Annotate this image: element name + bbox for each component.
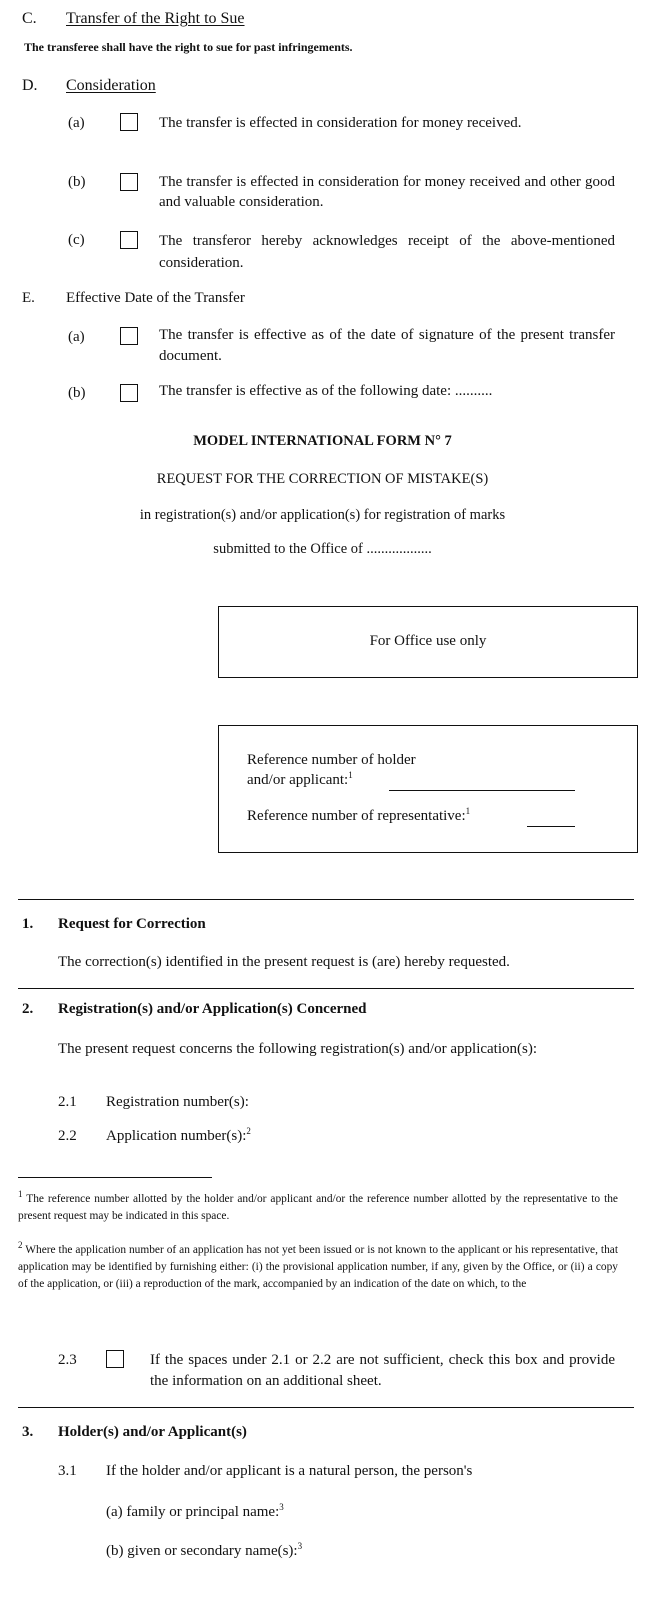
item3-1-b-text: (b) given or secondary name(s): bbox=[106, 1543, 298, 1559]
reference-holder-input[interactable] bbox=[389, 778, 575, 791]
reference-rep-footnote-mark: 1 bbox=[465, 806, 471, 816]
item2-3-number: 2.3 bbox=[58, 1352, 77, 1368]
option-d-a-text: The transfer is effected in consideration for money received. bbox=[159, 115, 522, 131]
option-e-b-label: (b) bbox=[68, 385, 86, 401]
footnote-1 bbox=[18, 1191, 618, 1225]
item2-1-text: Registration number(s): bbox=[106, 1094, 249, 1110]
office-use-box bbox=[218, 606, 638, 678]
reference-holder-label-2: and/or applicant: bbox=[247, 772, 349, 788]
option-d-b-label: (b) bbox=[68, 174, 86, 190]
section-d-letter: D. bbox=[22, 77, 38, 94]
footnote-separator bbox=[18, 1177, 212, 1178]
option-d-b-text: The transfer is effected in consideration for money received and other good and valuable consideration. bbox=[159, 174, 615, 210]
footnote-2-mark: 2 bbox=[18, 1240, 23, 1251]
item2-2-text: Application number(s): bbox=[106, 1128, 247, 1144]
option-d-c-label: (c) bbox=[68, 232, 85, 248]
divider bbox=[18, 988, 634, 989]
divider bbox=[18, 1407, 634, 1408]
form-subtitle: REQUEST FOR THE CORRECTION OF MISTAKE(S) bbox=[156, 471, 489, 487]
reference-rep-input[interactable] bbox=[527, 814, 575, 827]
reference-holder-footnote-mark: 1 bbox=[348, 770, 353, 780]
option-d-a-checkbox[interactable] bbox=[120, 113, 138, 131]
form-subtitle-line4: submitted to the Office of .................. bbox=[213, 541, 432, 557]
item3-1-number: 3.1 bbox=[58, 1463, 77, 1479]
item2-3-text: If the spaces under 2.1 or 2.2 are not sufficient, check this box and provide the information on an additional sheet. bbox=[150, 1352, 615, 1389]
option-d-a-label: (a) bbox=[68, 115, 85, 131]
item3-1-a-text: (a) family or principal name: bbox=[106, 1504, 280, 1520]
option-e-a-label: (a) bbox=[68, 329, 85, 345]
item3-1-text: If the holder and/or applicant is a natural person, the person's bbox=[106, 1463, 473, 1479]
footnote-2-text: Where the application number of an application has not yet been issued or is not known to the applicant or his representative, that application may be identified by furnishing either: (i) the provisional application number, if any, given by the Office, or (ii) a copy of the application, or (iii) a reproduction of the mark, accompanied by an indication of the date on which, to the bbox=[18, 1244, 618, 1290]
reference-rep-label: Reference number of representative: bbox=[247, 808, 466, 824]
footnote-1-text: The reference number allotted by the holder and/or applicant and/or the reference number allotted by the representative to the present request may be indicated in this space. bbox=[18, 1193, 618, 1222]
option-d-c-text: The transferor hereby acknowledges receipt of the above-mentioned consideration. bbox=[159, 233, 615, 271]
section-c-title: Transfer of the Right to Sue bbox=[66, 10, 245, 27]
form-title: MODEL INTERNATIONAL FORM N° 7 bbox=[193, 433, 452, 449]
footnote-1-mark: 1 bbox=[18, 1189, 23, 1200]
item3-1-b-footnote-mark: 3 bbox=[297, 1541, 303, 1551]
office-use-text: For Office use only bbox=[369, 633, 487, 649]
section-d-title: Consideration bbox=[66, 77, 156, 94]
reference-box bbox=[218, 725, 638, 853]
option-e-a-checkbox[interactable] bbox=[120, 327, 138, 345]
divider bbox=[18, 899, 634, 900]
item2-2-number: 2.2 bbox=[58, 1128, 77, 1144]
item1-number: 1. bbox=[22, 916, 34, 932]
section-e-title: Effective Date of the Transfer bbox=[66, 290, 245, 306]
item2-2-footnote-mark: 2 bbox=[246, 1126, 251, 1136]
item1-title: Request for Correction bbox=[58, 916, 206, 932]
option-e-a-text: The transfer is effective as of the date of signature of the present transfer document. bbox=[159, 327, 615, 364]
item3-1-a-footnote-mark: 3 bbox=[279, 1502, 284, 1512]
item2-3-checkbox[interactable] bbox=[106, 1350, 124, 1368]
item3-number: 3. bbox=[22, 1424, 34, 1440]
section-c-text: The transferee shall have the right to sue for past infringements. bbox=[24, 40, 353, 54]
section-c-letter: C. bbox=[22, 10, 37, 27]
form-subtitle-line3: in registration(s) and/or application(s) for registration of marks bbox=[139, 507, 506, 523]
item2-text: The present request concerns the following registration(s) and/or application(s): bbox=[58, 1041, 538, 1057]
reference-holder-label: Reference number of holder bbox=[247, 752, 416, 768]
option-d-b-checkbox[interactable] bbox=[120, 173, 138, 191]
item1-text: The correction(s) identified in the present request is (are) hereby requested. bbox=[58, 954, 510, 970]
option-e-b-checkbox[interactable] bbox=[120, 384, 138, 402]
item2-1-number: 2.1 bbox=[58, 1094, 77, 1110]
footnote-2 bbox=[18, 1242, 618, 1293]
item3-title: Holder(s) and/or Applicant(s) bbox=[58, 1424, 247, 1440]
item2-title: Registration(s) and/or Application(s) Concerned bbox=[58, 1001, 367, 1017]
option-d-c-checkbox[interactable] bbox=[120, 231, 138, 249]
section-e-letter: E. bbox=[22, 290, 35, 306]
option-e-b-text: The transfer is effective as of the following date: .......... bbox=[159, 383, 493, 399]
item2-number: 2. bbox=[22, 1001, 34, 1017]
